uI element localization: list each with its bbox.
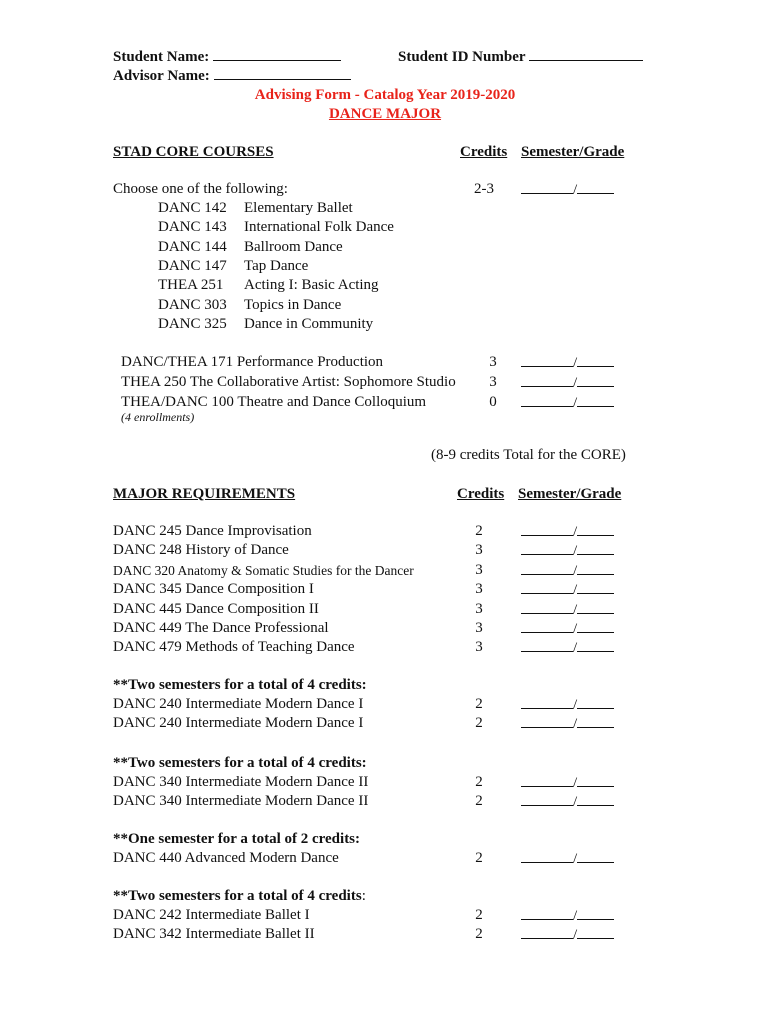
grade-separator: /: [573, 908, 578, 924]
semester-grade-blank[interactable]: [521, 619, 614, 639]
advisor-name-label: Advisor Name:: [113, 68, 210, 84]
student-name-label: Student Name:: [113, 49, 210, 65]
grade-separator: /: [573, 794, 578, 811]
grade-separator: /: [573, 562, 578, 579]
group-heading-text: **One semester for a total of 2 credits:: [113, 831, 361, 847]
semester-grade-blank[interactable]: [521, 600, 614, 620]
semester-grade-blank[interactable]: [521, 522, 614, 542]
group-course-name: DANC 342 Intermediate Ballet II: [113, 926, 315, 943]
enrollments-note: (4 enrollments): [121, 410, 195, 424]
major-course-name: DANC 449 The Dance Professional: [113, 620, 329, 636]
grade-blank[interactable]: [577, 522, 614, 536]
grade-blank[interactable]: [577, 906, 614, 920]
core-course-name: THEA 250 The Collaborative Artist: Sophomore Studio: [121, 374, 456, 390]
grade-separator: /: [573, 355, 578, 371]
semester-grade-blank[interactable]: [521, 714, 614, 734]
group-course-credits: 2: [475, 696, 483, 712]
group-heading: [113, 676, 367, 695]
grade-blank[interactable]: [577, 695, 614, 709]
student-id-row: [398, 47, 643, 67]
semester-blank[interactable]: [521, 792, 573, 806]
group-heading-text: **Two semesters for a total of 4 credits:: [113, 677, 367, 693]
semester-grade-blank[interactable]: [521, 792, 614, 812]
core-heading: STAD CORE COURSES: [113, 144, 274, 160]
grade-blank[interactable]: [577, 638, 614, 652]
grade-blank[interactable]: [577, 393, 614, 407]
option-title: Dance in Community: [244, 315, 374, 332]
group-heading-suffix: :: [361, 888, 366, 904]
core-course-name: DANC/THEA 171 Performance Production: [121, 354, 384, 370]
group-course-name: DANC 440 Advanced Modern Dance: [113, 850, 339, 866]
semester-grade-blank[interactable]: [521, 906, 614, 926]
student-name-field[interactable]: [213, 47, 341, 61]
grade-blank[interactable]: [577, 373, 614, 387]
core-course-name: THEA/DANC 100 Theatre and Dance Colloquium: [121, 394, 427, 410]
semester-blank[interactable]: [521, 600, 573, 614]
grade-separator: /: [573, 601, 578, 618]
semester-blank[interactable]: [521, 580, 573, 594]
form-title: Advising Form - Catalog Year 2019-2020: [254, 87, 516, 103]
major-course-name: DANC 248 History of Dance: [113, 542, 289, 559]
semester-blank[interactable]: [521, 773, 573, 787]
option-code: DANC 147: [158, 257, 227, 274]
grade-blank[interactable]: [577, 773, 614, 787]
semester-grade-blank[interactable]: /: [521, 180, 614, 200]
grade-separator: /: [573, 775, 578, 791]
grade-blank[interactable]: [577, 792, 614, 806]
semester-grade-blank[interactable]: [521, 393, 614, 413]
core-course-credits: 3: [489, 374, 497, 390]
student-name-row: [113, 47, 341, 67]
option-title: Ballroom Dance: [244, 238, 343, 255]
semester-grade-blank[interactable]: [521, 695, 614, 715]
semester-grade-blank[interactable]: [521, 925, 614, 945]
group-course-name: DANC 240 Intermediate Modern Dance I: [113, 715, 364, 732]
major-course-credits: 3: [475, 639, 483, 656]
semester-blank[interactable]: [521, 714, 573, 728]
major-course-credits: 3: [475, 561, 483, 578]
semester-grade-blank[interactable]: [521, 373, 614, 393]
option-title: International Folk Dance: [244, 219, 394, 236]
option-code: THEA 251: [158, 277, 224, 294]
core-credits-header: Credits: [460, 144, 508, 160]
group-course-name: DANC 240 Intermediate Modern Dance I: [113, 696, 364, 712]
grade-separator: /: [573, 543, 578, 560]
major-course-name: DANC 245 Dance Improvisation: [113, 523, 312, 539]
option-code: DANC 142: [158, 200, 227, 216]
grade-blank[interactable]: [577, 541, 614, 555]
major-credits-header: Credits: [457, 486, 505, 502]
major-course-credits: 2: [475, 523, 483, 539]
group-course-credits: 2: [475, 793, 483, 810]
grade-separator: /: [573, 851, 578, 867]
option-title: Topics in Dance: [244, 296, 342, 313]
semester-blank[interactable]: [521, 561, 573, 575]
grade-blank[interactable]: [577, 561, 614, 575]
semester-blank[interactable]: [521, 522, 573, 536]
core-course-credits: 0: [489, 394, 497, 410]
option-title: Elementary Ballet: [244, 200, 353, 216]
grade-separator: /: [573, 582, 578, 599]
form-subtitle: DANCE MAJOR: [328, 106, 442, 122]
grade-blank[interactable]: [577, 849, 614, 863]
choose-credits: 2-3: [474, 181, 494, 197]
core-semester-header: Semester/Grade: [521, 144, 625, 160]
semester-blank[interactable]: [521, 638, 573, 652]
grade-separator: /: [573, 524, 578, 540]
option-code: DANC 303: [158, 296, 227, 313]
option-code: DANC 144: [158, 238, 227, 255]
group-heading: [113, 830, 360, 849]
group-heading-text: **Two semesters for a total of 4 credits:: [113, 755, 367, 771]
grade-blank[interactable]: [577, 580, 614, 594]
grade-separator: /: [573, 697, 578, 713]
semester-grade-blank[interactable]: [521, 849, 614, 869]
group-course-credits: 2: [475, 926, 483, 943]
student-id-label: Student ID Number: [398, 49, 526, 65]
core-course-credits: 3: [489, 354, 497, 370]
grade-blank[interactable]: [577, 353, 614, 367]
choose-label: Choose one of the following:: [113, 181, 288, 197]
option-title: Acting I: Basic Acting: [244, 277, 379, 294]
major-course-credits: 3: [475, 620, 483, 636]
semester-blank[interactable]: [521, 353, 573, 367]
semester-grade-blank[interactable]: [521, 353, 614, 373]
option-code: DANC 325: [158, 315, 227, 332]
semester-grade-blank[interactable]: [521, 580, 614, 600]
grade-blank[interactable]: [577, 600, 614, 614]
grade-separator: /: [573, 395, 578, 411]
group-course-name: DANC 242 Intermediate Ballet I: [113, 907, 310, 923]
semester-grade-blank[interactable]: [521, 561, 614, 581]
group-course-credits: 2: [475, 907, 483, 923]
semester-blank[interactable]: [521, 393, 573, 407]
major-course-credits: 3: [475, 542, 483, 559]
group-course-credits: 2: [475, 774, 483, 790]
grade-separator: /: [573, 375, 578, 391]
grade-blank[interactable]: [577, 619, 614, 633]
semester-blank[interactable]: [521, 849, 573, 863]
semester-blank[interactable]: [521, 619, 573, 633]
major-semester-header: Semester/Grade: [518, 486, 622, 502]
group-heading: [113, 754, 367, 773]
semester-blank[interactable]: [521, 906, 573, 920]
grade-separator: /: [573, 640, 578, 657]
student-id-field[interactable]: [529, 47, 643, 61]
semester-grade-blank[interactable]: [521, 638, 614, 658]
major-course-credits: 3: [475, 581, 483, 598]
grade-separator: /: [573, 927, 578, 944]
group-course-name: DANC 340 Intermediate Modern Dance II: [113, 774, 369, 790]
option-title: Tap Dance: [244, 257, 309, 274]
grade-separator: /: [573, 621, 578, 637]
semester-blank[interactable]: [521, 541, 573, 555]
core-total-note: (8-9 credits Total for the CORE): [431, 447, 626, 463]
semester-blank[interactable]: [521, 373, 573, 387]
group-course-credits: 2: [475, 850, 483, 866]
major-course-name: DANC 320 Anatomy & Somatic Studies for the Dancer: [113, 562, 414, 578]
major-course-name: DANC 445 Dance Composition II: [113, 600, 319, 617]
semester-grade-blank[interactable]: [521, 773, 614, 793]
group-course-credits: 2: [475, 715, 483, 732]
group-heading: [113, 887, 366, 906]
major-heading: MAJOR REQUIREMENTS: [113, 486, 296, 502]
group-heading-text: **Two semesters for a total of 4 credits: [113, 888, 362, 904]
major-course-credits: 3: [475, 600, 483, 617]
major-course-name: DANC 479 Methods of Teaching Dance: [113, 639, 355, 656]
semester-blank[interactable]: [521, 925, 573, 939]
group-course-name: DANC 340 Intermediate Modern Dance II: [113, 793, 369, 810]
major-course-name: DANC 345 Dance Composition I: [113, 581, 314, 598]
grade-separator: /: [573, 716, 578, 733]
semester-grade-blank[interactable]: [521, 541, 614, 561]
advisor-name-field[interactable]: [214, 66, 351, 80]
semester-blank[interactable]: [521, 695, 573, 709]
option-code: DANC 143: [158, 219, 227, 236]
grade-blank[interactable]: [577, 925, 614, 939]
grade-blank[interactable]: [577, 714, 614, 728]
advisor-name-row: [113, 66, 351, 86]
